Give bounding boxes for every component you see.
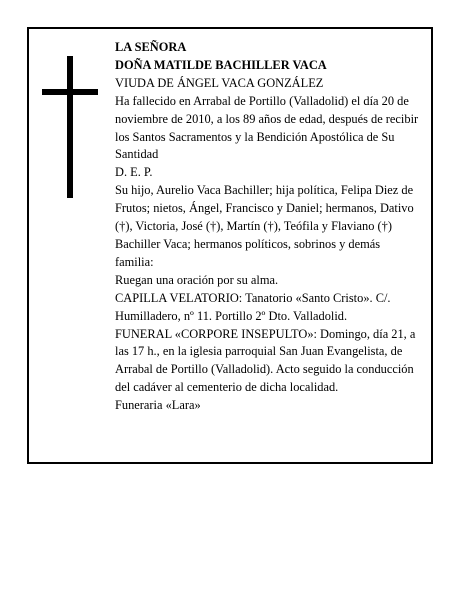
cross-vertical-bar (67, 56, 73, 198)
obituary-notice (27, 27, 433, 464)
rip-text: D. E. P. (115, 165, 153, 180)
widow-subtitle: VIUDA DE ÁNGEL VACA GONZÁLEZ (115, 75, 324, 90)
funeral-info: FUNERAL «CORPORE INSEPULTO»: Domingo, día 21, a las 17 h., en la iglesia parroquial San Juan Evangelista, de Arrabal de Portillo (Valladolid). Acto seguido la conducción del cadáver al cementerio de dicha localidad. (115, 326, 416, 395)
funeral-home: Funeraria «Lara» (115, 398, 201, 413)
prayer-request: Ruegan una oración por su alma. (115, 272, 279, 287)
notice-text (115, 39, 421, 415)
chapel-info: CAPILLA VELATORIO: Tanatorio «Santo Cristo». C/. Humilladero, nº 11. Portillo 2º Dto. Valladolid. (115, 290, 391, 323)
family-list: Su hijo, Aurelio Vaca Bachiller; hija política, Felipa Diez de Frutos; nietos, Ángel, Francisco y Daniel; hermanos, Dativo (†), Victoria, José (†), Martín (†), Teófila y Flaviano (†) Bachiller Vaca; hermanos políticos, sobrinos y demás familia: (115, 183, 414, 269)
latin-cross-icon (42, 56, 98, 198)
death-statement: Ha fallecido en Arrabal de Portillo (Valladolid) el día 20 de noviembre de 2010, a los 89 años de edad, después de recibir los Santos Sacramentos y la Bendición Apostólica de Su Santidad (115, 93, 419, 162)
cross-horizontal-bar (42, 89, 98, 95)
deceased-name: DOÑA MATILDE BACHILLER VACA (115, 57, 327, 72)
title-line-1: LA SEÑORA (115, 40, 187, 54)
